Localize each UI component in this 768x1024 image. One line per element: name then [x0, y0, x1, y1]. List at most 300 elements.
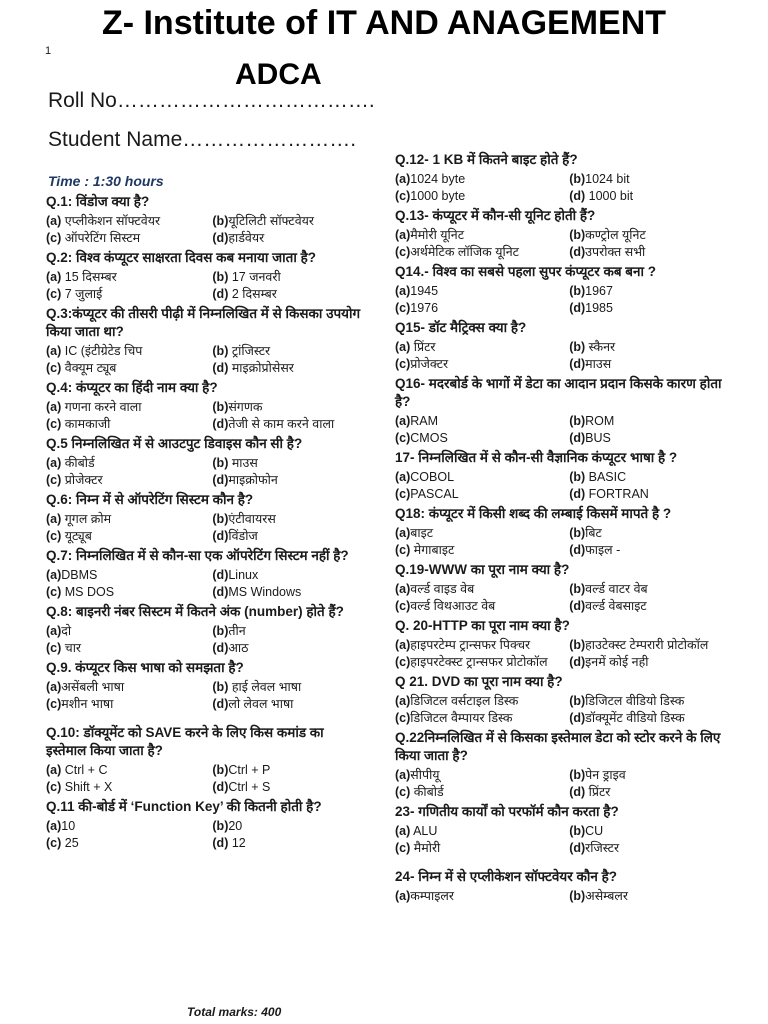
question [46, 379, 366, 432]
answer-option [395, 888, 569, 905]
option-key: (a) [46, 456, 62, 470]
option-key: (d) [212, 230, 229, 245]
option-text: COBOL [410, 470, 455, 484]
option-text: 2 दिसम्बर [228, 286, 277, 301]
answer-option [46, 762, 212, 779]
option-text: पेन ड्राइव [585, 768, 626, 782]
option-key: (c) [395, 300, 411, 315]
option-key: (d) [569, 542, 586, 557]
question [395, 375, 730, 446]
option-text: 12 [228, 835, 246, 850]
option-text: 15 दिसम्बर [61, 270, 117, 284]
option-text: प्रिंटर [410, 340, 436, 354]
option-text: एप्लीकेशन सॉफ्टवेयर [61, 214, 161, 228]
answer-option [569, 430, 730, 447]
answer-options [395, 227, 730, 260]
option-key: (b) [569, 824, 586, 838]
option-text: एंटीवायरस [228, 512, 276, 526]
option-text: हाइपरटेक्स्ट ट्रान्सफर प्रोटोकॉल [410, 654, 548, 669]
option-text: 1024 bit [585, 172, 630, 186]
option-key: (d) [212, 568, 229, 582]
answer-option [569, 693, 730, 710]
option-text: 17 जनवरी [228, 270, 281, 284]
option-key: (a) [395, 172, 411, 186]
answer-options [395, 171, 730, 204]
question-text: Q18: कंप्यूटर में किसी शब्द की लम्बाई किसमें मापते है ? [395, 506, 672, 521]
answer-options [46, 269, 366, 302]
answer-option [212, 286, 366, 303]
option-key: (a) [395, 284, 411, 298]
option-key: (b) [212, 270, 229, 284]
roll-number-field: Roll No………………………………. [48, 89, 375, 112]
option-text: बाइट [410, 526, 434, 540]
answer-option [395, 784, 569, 801]
option-text: हाई लेवल भाषा [228, 680, 302, 694]
answer-option [212, 343, 366, 360]
option-text: मैमोरी [410, 840, 441, 855]
answer-options [46, 511, 366, 544]
answer-option [46, 416, 212, 433]
answer-options [46, 762, 366, 795]
answer-option [212, 835, 366, 852]
option-key: (c) [46, 835, 62, 850]
option-key: (d) [569, 356, 586, 371]
question-text: Q.13- कंप्यूटर में कौन-सी यूनिट होती हैं? [395, 208, 596, 223]
option-text: माउस [228, 456, 258, 470]
option-key: (c) [395, 542, 411, 557]
answer-option [46, 623, 212, 640]
answer-option [395, 227, 569, 244]
answer-option [569, 823, 730, 840]
option-key: (a) [395, 582, 411, 596]
option-text: Ctrl + S [228, 779, 271, 794]
option-key: (c) [395, 654, 411, 669]
answer-option [569, 227, 730, 244]
option-key: (c) [395, 430, 411, 445]
option-key: (b) [569, 526, 586, 540]
option-text: वर्ल्ड वाइड वेब [410, 582, 475, 596]
option-text: PASCAL [410, 486, 459, 501]
answer-option [212, 818, 366, 835]
option-text: रजिस्टर [585, 840, 620, 855]
option-text: 25 [61, 835, 79, 850]
answer-option [395, 542, 569, 559]
option-key: (c) [395, 784, 411, 799]
answer-option [569, 710, 730, 727]
answer-option [212, 679, 366, 696]
option-text: Ctrl + C [61, 763, 108, 777]
answer-option [569, 413, 730, 430]
option-text: लो लेवल भाषा [228, 696, 294, 711]
question [46, 435, 366, 488]
answer-option [395, 469, 569, 486]
option-text: तेजी से काम करने वाला [228, 416, 335, 431]
option-text: IC (इंटीग्रेटेड चिप [61, 344, 143, 358]
question [395, 319, 730, 372]
answer-option [212, 623, 366, 640]
option-text: वर्ल्ड वेबसाइट [585, 598, 647, 613]
option-key: (b) [569, 340, 586, 354]
answer-option [46, 230, 212, 247]
answer-option [46, 360, 212, 377]
option-key: (b) [569, 172, 586, 186]
answer-options [395, 339, 730, 372]
option-text: माइक्रोप्रोसेसर [228, 360, 294, 375]
answer-option [395, 598, 569, 615]
option-text: हार्डवेयर [228, 230, 265, 245]
question-text: Q.12- 1 KB में कितने बाइट होते हैं? [395, 152, 578, 167]
answer-options [395, 581, 730, 614]
option-key: (c) [46, 472, 62, 487]
answer-options [395, 823, 730, 856]
option-text: RAM [410, 414, 439, 428]
option-text: Ctrl + P [228, 763, 271, 777]
answer-options [46, 213, 366, 246]
option-text: प्रोजेक्टर [410, 356, 449, 371]
question [395, 207, 730, 260]
total-marks: Total marks: 400 [187, 1005, 282, 1019]
answer-option [212, 360, 366, 377]
question-text: Q14.- विश्व का सबसे पहला सुपर कंप्यूटर कब बना ? [395, 264, 656, 279]
option-key: (c) [46, 360, 62, 375]
option-text: FORTRAN [585, 486, 649, 501]
answer-option [46, 640, 212, 657]
answer-options [46, 567, 366, 600]
option-key: (a) [395, 889, 411, 903]
answer-option [212, 416, 366, 433]
option-key: (a) [46, 400, 62, 414]
option-key: (b) [212, 456, 229, 470]
option-text: वैक्यूम ट्यूब [61, 360, 117, 375]
answer-option [569, 767, 730, 784]
option-key: (c) [46, 230, 62, 245]
option-key: (b) [212, 214, 229, 228]
answer-options [395, 888, 730, 905]
option-key: (d) [212, 779, 229, 794]
answer-options [395, 637, 730, 670]
option-text: 1024 byte [410, 172, 466, 186]
question-text: Q 21. DVD का पूरा नाम क्या है? [395, 674, 563, 689]
option-text: यूट्यूब [61, 528, 92, 543]
answer-option [569, 637, 730, 654]
answer-options [395, 413, 730, 446]
answer-option [46, 399, 212, 416]
page-number: 1 [45, 45, 52, 57]
option-text: स्कैनर [585, 340, 616, 354]
option-text: 1000 byte [410, 188, 466, 203]
answer-option [46, 511, 212, 528]
option-text: फाइल - [585, 542, 621, 557]
option-text: डिजिटल वर्सटाइल डिस्क [410, 694, 519, 708]
question-text: Q.7: निम्नलिखित में से कौन-सा एक ऑपरेटिंग सिस्टम नहीं है? [46, 548, 349, 563]
option-text: 1967 [585, 284, 613, 298]
answer-option [212, 230, 366, 247]
answer-option [569, 244, 730, 261]
question-text: Q.8: बाइनरी नंबर सिस्टम में कितने अंक (number) होते हैं? [46, 604, 344, 619]
question [46, 724, 366, 795]
answer-option [395, 300, 569, 317]
option-text: कीबोर्ड [61, 456, 95, 470]
option-key: (c) [46, 696, 62, 711]
option-key: (a) [395, 694, 411, 708]
answer-option [46, 455, 212, 472]
answer-option [569, 339, 730, 356]
answer-options [46, 343, 366, 376]
option-text: गणना करने वाला [61, 400, 142, 414]
option-text: 1976 [410, 300, 439, 315]
answer-option [395, 339, 569, 356]
answer-option [212, 567, 366, 584]
option-key: (d) [212, 472, 229, 487]
option-text: Shift + X [61, 779, 113, 794]
option-key: (b) [212, 819, 229, 833]
option-text: DBMS [61, 568, 98, 582]
answer-option [569, 356, 730, 373]
option-text: मेगाबाइट [410, 542, 455, 557]
option-key: (c) [395, 244, 411, 259]
answer-option [569, 188, 730, 205]
question [46, 491, 366, 544]
option-key: (c) [395, 840, 411, 855]
answer-option [395, 710, 569, 727]
answer-option [395, 486, 569, 503]
option-key: (a) [395, 824, 411, 838]
option-key: (c) [395, 356, 411, 371]
option-key: (d) [212, 696, 229, 711]
question [395, 151, 730, 204]
option-text: मशीन भाषा [61, 696, 114, 711]
answer-options [46, 455, 366, 488]
option-text: आठ [228, 640, 249, 655]
option-text: कामकाजी [61, 416, 111, 431]
option-key: (b) [212, 680, 229, 694]
option-key: (a) [46, 214, 62, 228]
option-key: (d) [212, 640, 229, 655]
option-key: (a) [395, 470, 411, 484]
option-key: (d) [569, 486, 586, 501]
option-text: प्रोजेक्टर [61, 472, 103, 487]
question-text: Q.1: विंडोज क्या है? [46, 194, 150, 209]
option-key: (a) [46, 512, 62, 526]
answer-option [395, 188, 569, 205]
question [395, 803, 730, 856]
question-text: Q.5 निम्नलिखित में से आउटपुट डिवाइस कौन सी है? [46, 436, 303, 451]
answer-option [212, 455, 366, 472]
answer-option [395, 413, 569, 430]
option-key: (a) [46, 624, 62, 638]
option-text: 10 [61, 819, 76, 833]
question-text: Q.11 की-बोर्ड में ‘Function Key’ की कितनी होती है? [46, 799, 322, 814]
option-text: डिजिटल वैम्पायर डिस्क [410, 710, 513, 725]
answer-option [46, 679, 212, 696]
answer-option [212, 511, 366, 528]
option-key: (c) [46, 779, 62, 794]
option-text: सीपीयू [410, 768, 440, 782]
question [46, 659, 366, 712]
option-key: (b) [212, 512, 229, 526]
option-text: Linux [228, 568, 259, 582]
answer-option [569, 784, 730, 801]
option-key: (a) [46, 568, 62, 582]
answer-option [395, 356, 569, 373]
question [395, 561, 730, 614]
option-key: (d) [212, 584, 229, 599]
option-key: (b) [569, 284, 586, 298]
question [395, 673, 730, 726]
answer-option [46, 528, 212, 545]
answer-option [46, 286, 212, 303]
answer-option [569, 469, 730, 486]
answer-option [395, 581, 569, 598]
option-text: असेंबली भाषा [61, 680, 125, 694]
option-text: 1985 [585, 300, 613, 315]
option-text: 7 जुलाई [61, 286, 103, 301]
question [46, 798, 366, 851]
course-title: ADCA [235, 58, 322, 91]
answer-option [46, 472, 212, 489]
answer-option [212, 399, 366, 416]
option-key: (d) [569, 840, 586, 855]
option-key: (b) [569, 582, 586, 596]
option-text: हाउटेक्स्ट टेम्परारी प्रोटोकॉल [585, 638, 709, 652]
answer-option [569, 486, 730, 503]
option-text: अर्थमेटिक लॉजिक यूनिट [410, 244, 519, 259]
option-key: (d) [212, 360, 229, 375]
option-key: (b) [569, 889, 586, 903]
option-text: बिट [585, 526, 602, 540]
option-key: (c) [46, 584, 62, 599]
option-text: CU [585, 824, 604, 838]
answer-option [395, 823, 569, 840]
answer-option [395, 283, 569, 300]
option-text: 1000 bit [585, 188, 634, 203]
option-key: (b) [212, 400, 229, 414]
option-key: (a) [395, 526, 411, 540]
answer-option [395, 244, 569, 261]
option-text: CMOS [410, 430, 448, 445]
option-text: असेम्बलर [585, 889, 628, 903]
option-key: (d) [212, 416, 229, 431]
option-key: (b) [212, 624, 229, 638]
question [46, 547, 366, 600]
answer-option [212, 640, 366, 657]
option-text: डिजिटल वीडियो डिस्क [585, 694, 685, 708]
answer-option [569, 581, 730, 598]
question-text: Q.9. कंप्यूटर किस भाषा को समझता है? [46, 660, 244, 675]
option-key: (a) [46, 270, 62, 284]
option-text: कीबोर्ड [410, 784, 444, 799]
answer-options [46, 399, 366, 432]
option-text: गूगल क्रोम [61, 512, 112, 526]
question-text: Q.4: कंप्यूटर का हिंदी नाम क्या है? [46, 380, 218, 395]
answer-option [569, 542, 730, 559]
answer-option [569, 300, 730, 317]
answer-option [395, 430, 569, 447]
option-text: इनमें कोई नही [585, 654, 649, 669]
option-key: (a) [46, 819, 62, 833]
option-text: माइक्रोफोन [228, 472, 278, 487]
option-text: उपरोक्त सभी [585, 244, 646, 259]
option-text: दो [61, 624, 72, 638]
answer-options [395, 283, 730, 316]
question [395, 505, 730, 558]
answer-option [46, 584, 212, 601]
answer-option [569, 171, 730, 188]
option-text: कण्ट्रोल यूनिट [585, 228, 646, 242]
option-key: (b) [569, 768, 586, 782]
question [395, 729, 730, 800]
option-text: ALU [410, 824, 438, 838]
answer-option [212, 472, 366, 489]
answer-option [212, 696, 366, 713]
option-text: कम्पाइलर [410, 889, 454, 903]
question [395, 449, 730, 502]
option-text: MS Windows [228, 584, 302, 599]
answer-option [46, 269, 212, 286]
option-key: (c) [395, 598, 411, 613]
answer-option [212, 269, 366, 286]
option-key: (b) [569, 414, 586, 428]
answer-option [395, 637, 569, 654]
question-text: Q.22निम्नलिखित में से किसका इस्तेमाल डेटा को स्टोर करने के लिए किया जाता है? [395, 730, 721, 763]
left-question-column [46, 193, 366, 854]
question-text: 23- गणितीय कार्यों को परफॉर्म कौन करता है? [395, 804, 619, 819]
option-key: (c) [46, 640, 62, 655]
answer-option [46, 696, 212, 713]
option-key: (d) [212, 835, 229, 850]
question-text: 17- निम्नलिखित में से कौन-सी वैज्ञानिक कंप्यूटर भाषा है ? [395, 450, 678, 465]
option-key: (a) [46, 344, 62, 358]
option-text: वर्ल्ड वाटर वेब [585, 582, 648, 596]
option-text: विंडोज [228, 528, 258, 543]
option-text: ROM [585, 414, 615, 428]
option-key: (c) [395, 486, 411, 501]
option-key: (d) [569, 300, 586, 315]
answer-option [46, 213, 212, 230]
answer-option [395, 693, 569, 710]
option-text: यूटिलिटी सॉफ्टवेयर [228, 214, 315, 228]
option-key: (a) [395, 414, 411, 428]
question [46, 305, 366, 376]
option-key: (d) [569, 654, 586, 669]
option-text: BUS [585, 430, 611, 445]
option-text: BASIC [585, 470, 627, 484]
answer-option [212, 762, 366, 779]
institute-title: Z- Institute of IT AND ANAGEMENT [101, 4, 667, 42]
question [46, 249, 366, 302]
answer-options [395, 767, 730, 800]
option-key: (c) [46, 416, 62, 431]
option-key: (a) [395, 228, 411, 242]
option-text: मैमोरी यूनिट [410, 228, 465, 242]
question-text: Q.6: निम्न में से ऑपरेटिंग सिस्टम कौन है? [46, 492, 254, 507]
answer-option [395, 171, 569, 188]
answer-option [569, 598, 730, 615]
option-key: (c) [395, 710, 411, 725]
option-text: माउस [585, 356, 612, 371]
option-key: (a) [395, 340, 411, 354]
answer-options [46, 679, 366, 712]
answer-option [395, 525, 569, 542]
answer-options [395, 469, 730, 502]
option-text: संगणक [228, 400, 263, 414]
question [46, 603, 366, 656]
option-key: (a) [395, 638, 411, 652]
option-key: (a) [46, 763, 62, 777]
option-text: चार [61, 640, 82, 655]
question-text: Q. 20-HTTP का पूरा नाम क्या है? [395, 618, 570, 633]
option-key: (c) [46, 286, 62, 301]
